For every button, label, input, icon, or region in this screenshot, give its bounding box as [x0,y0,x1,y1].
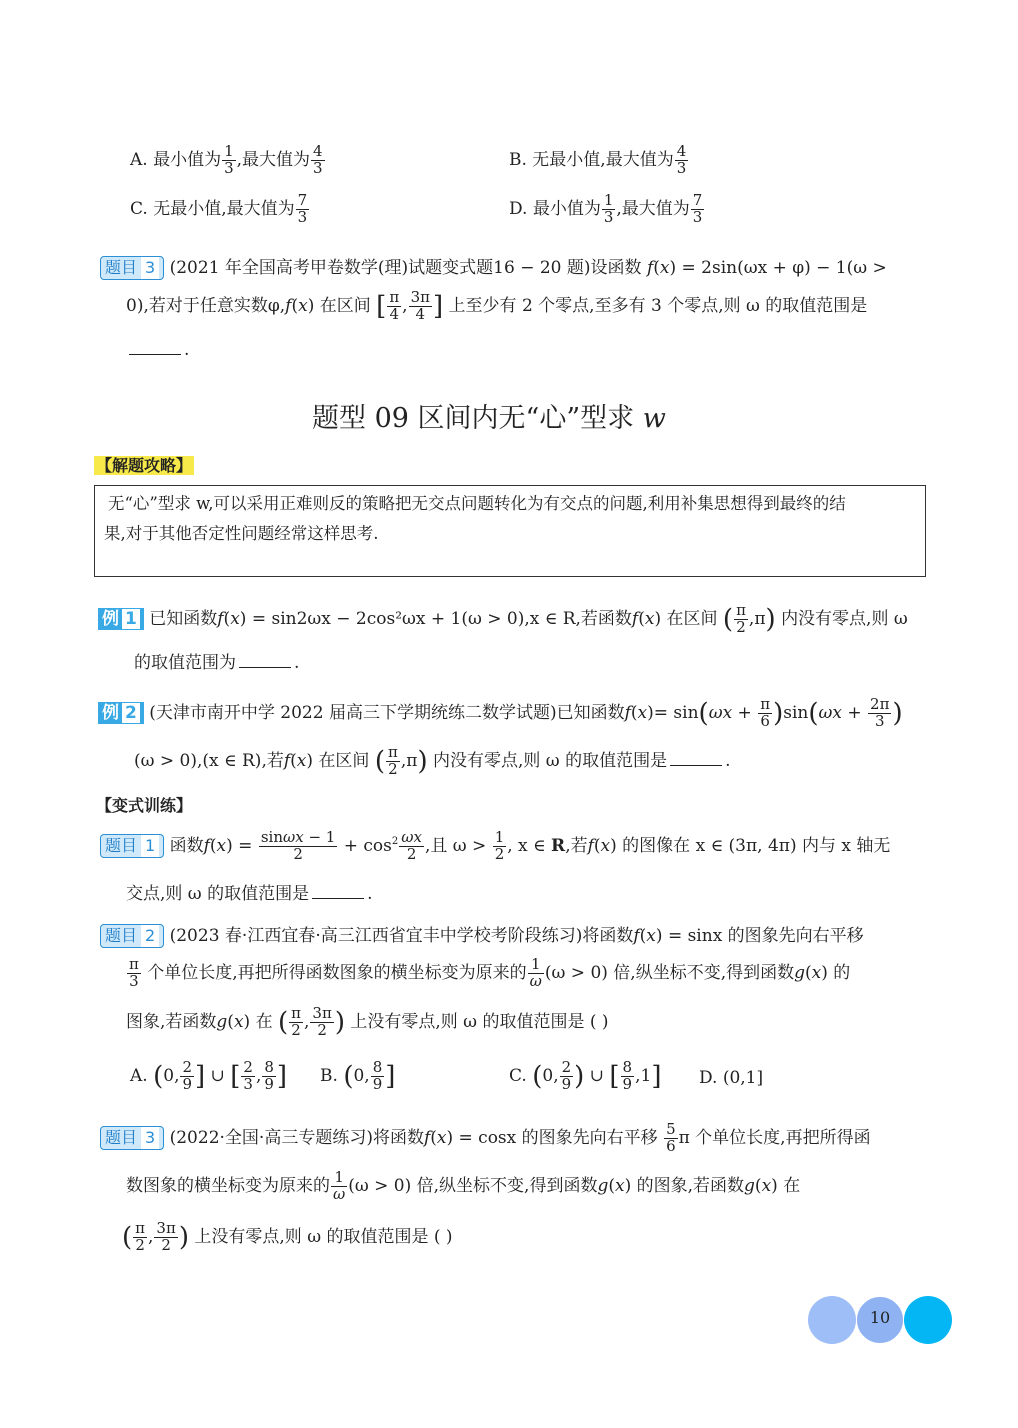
variant-label: 【变式训练】 [96,796,193,815]
fraction: $\frac{4}{3}$ [313,142,323,177]
question-tag: 题目 3 [100,1126,164,1150]
variant-2-line3: 图象,若函数g(x) 在 ( $\frac{\pi}{2}$ , $\frac{3\pi}{2}$ ) 上没有零点,则 ω 的取值范围是 ( ) [126,1004,609,1039]
variant-2-option-a[interactable]: A. (0, $\frac{2}{9}$ ] ∪ [ $\frac{2}{3}$ , $\frac{8}{9}$ ] [130,1058,288,1093]
fraction: $\frac{1}{3}$ [224,142,234,177]
page-number: 10 [869,1308,891,1327]
example-tag: 例 2 [98,702,144,724]
question-3-line1: 题目 3 (2021 年全国高考甲卷数学(理)试题变式题16 − 20 题)设函数 f(x) = 2sin(ωx + φ) − 1(ω > [100,253,887,280]
strategy-text-2: 果,对于其他否定性问题经常这样思考. [104,524,379,543]
variant-2-option-d[interactable]: D. (0,1] [699,1068,764,1088]
fraction: $\frac{1}{3}$ [603,191,614,226]
answer-blank[interactable] [312,898,364,899]
fraction: $\frac{7}{3}$ [297,191,308,226]
strategy-text-1: 无“心”型求 w,可以采用正难则反的策略把无交点问题转化为有交点的问题,利用补集思想得到最终的结 [108,494,846,513]
fraction: $\frac{4}{3}$ [676,142,687,177]
page-circle-left [808,1296,856,1344]
example-1-line2: 的取值范围为 . [134,653,300,673]
question-3-line2: 0),若对于任意实数φ,f(x) 在区间 [ $\frac{\pi}{4}$ , $\frac{3\pi}{4}$ ] 上至少有 2 个零点,至多有 3 个零点,则 ω 的取值范围是 [126,288,868,323]
fraction: $\frac{7}{3}$ [692,191,703,226]
option-c[interactable]: C. 无最小值,最大值为 $\frac{7}{3}$ [130,191,308,226]
section-title: 题型 09 区间内无“心”型求 w [312,403,666,434]
variant-2-line2: $\frac{\pi}{3}$ 个单位长度,再把所得函数图象的横坐标变为原来的 $\frac{1}{\omega}$ (ω > 0) 倍,纵坐标不变,得到函数g(x) 的 [129,955,851,990]
answer-blank[interactable] [670,765,722,766]
variant-3-line2: 数图象的横坐标变为原来的 $\frac{1}{\omega}$ (ω > 0) 倍,纵坐标不变,得到函数g(x) 的图象,若函数g(x) 在 [126,1168,801,1203]
option-d[interactable]: D. 最小值为 $\frac{1}{3}$ ,最大值为 $\frac{7}{3}$ [509,191,703,226]
variant-2-option-b[interactable]: B. (0, $\frac{8}{9}$ ] [320,1058,396,1093]
question-tag: 题目 2 [100,924,164,948]
example-2-line1: 例 2 (天津市南开中学 2022 届高三下学期统练二数学试题)已知函数f(x)= sin(ωx + $\frac{\pi}{6}$ )sin(ωx + $\frac{2\pi}{3}$ ) [98,697,903,730]
example-1-line1: 例 1 已知函数f(x) = sin2ωx − 2cos²ωx + 1(ω > 0),x ∈ R,若函数f(x) 在区间 ( $\frac{\pi}{2}$ ,π) 内没有零点,则 ω [98,603,908,636]
example-2-line2: (ω > 0),(x ∈ R),若f(x) 在区间 ( $\frac{\pi}{2}$ ,π) 内没有零点,则 ω 的取值范围是 . [134,743,731,778]
strategy-label: 【解题攻略】 [96,456,193,475]
answer-blank[interactable] [129,354,181,355]
variant-2-option-c[interactable]: C. (0, $\frac{2}{9}$ ) ∪ [ $\frac{8}{9}$ ,1] [509,1058,662,1093]
option-b[interactable]: B. 无最小值,最大值为 $\frac{4}{3}$ [509,142,687,177]
question-tag: 题目 1 [100,834,164,858]
variant-1-line1: 题目 1 函数f(x) = $\frac{\sin\omega x - 1}{2}$ + $\cos^2$ $\frac{\omega x}{2}$ ,且 ω > $\frac{1}{2}$ , x ∈ R,若f(x) 的图像在 x ∈ (3π, 4π) 内与 x 轴无 [100,830,890,863]
variant-1-line2: 交点,则 ω 的取值范围是 . [126,884,373,904]
variant-2-line1: 题目 2 (2023 春·江西宜春·高三江西省宜丰中学校考阶段练习)将函数f(x) = sinx 的图象先向右平移 [100,921,864,948]
page-circle-right [904,1296,952,1344]
example-tag: 例 1 [98,608,144,630]
variant-3-line3: ( $\frac{\pi}{2}$ , $\frac{3\pi}{2}$ ) 上没有零点,则 ω 的取值范围是 ( ) [122,1219,453,1254]
option-a[interactable]: A. 最小值为 $\frac{1}{3}$ ,最大值为 $\frac{4}{3}$ [130,142,323,177]
variant-3-line1: 题目 3 (2022·全国·高三专题练习)将函数f(x) = cosx 的图象先向右平移 $\frac{5}{6}$ π 个单位长度,再把所得函 [100,1122,871,1155]
question-3-line3: . [126,340,189,360]
question-tag: 题目 3 [100,256,164,280]
answer-blank[interactable] [239,667,291,668]
